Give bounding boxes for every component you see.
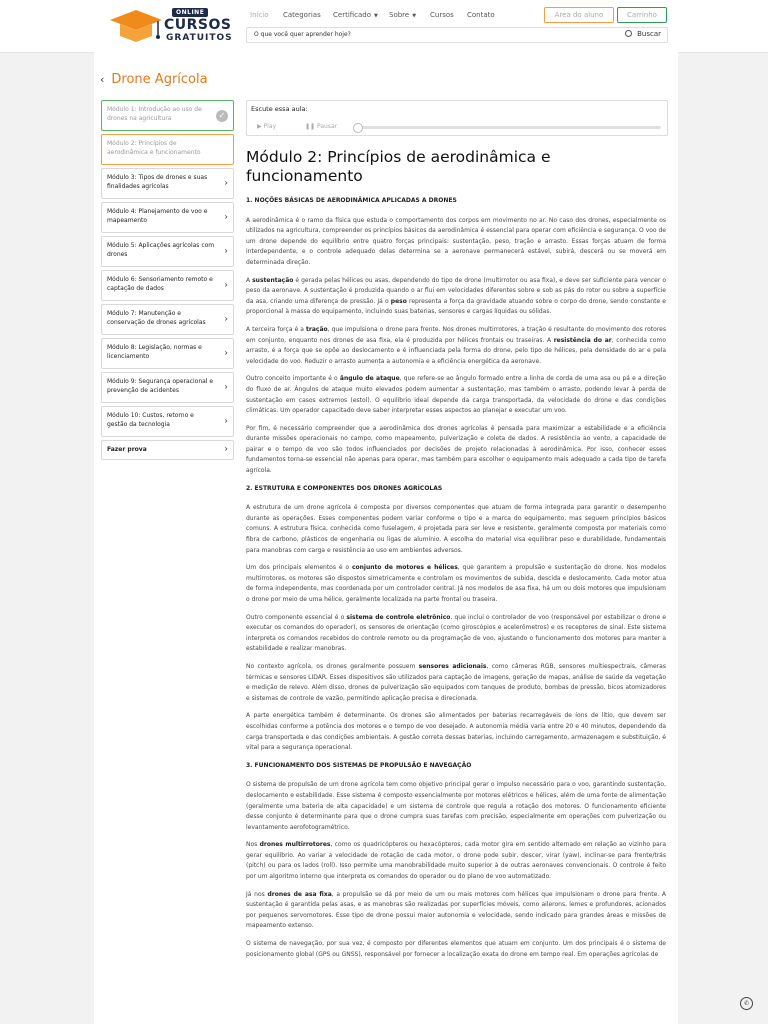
audio-player bbox=[246, 100, 668, 136]
paragraph: A terceira força é a tração, que impulsiona o drone para frente. Nos drones multirrotores, a tração é resultante do movimento dos rotores em conjunto, enquanto nos drones de asa fixa, ela é produzida por hélices frontais ou traseiras. A resistência do ar, conhecida como arrasto, é a força que se opõe ao deslocamento e é influenciada pela forma do drone, pelo tipo de hélices, pela densidade do ar e pela velocidade do voo. Reduzir o arrasto aumenta a autonomia e a eficiência energética da aeronave. bbox=[246, 325, 666, 365]
course-title[interactable] bbox=[100, 72, 208, 87]
paragraph: O sistema de navegação, por sua vez, é composto por diferentes elementos que atuam em conjunto. Um dos principais é o sistema de posicionamento global (GPS ou GNSS), responsável por fornecer a localização exata do drone em tempo real. Em operações agrícolas de bbox=[246, 940, 666, 958]
play-button[interactable] bbox=[257, 123, 276, 130]
sidebar-item-label: Módulo 1: Introdução ao uso de drones na agricultura bbox=[107, 106, 202, 122]
sidebar-item-modulo-7[interactable] bbox=[101, 304, 234, 335]
section-heading: 3. FUNCIONAMENTO DOS SISTEMAS DE PROPULSÃO E NAVEGAÇÃO bbox=[246, 761, 472, 769]
site-logo[interactable] bbox=[108, 6, 233, 46]
chevron-right-icon: › bbox=[224, 416, 228, 426]
search-button[interactable] bbox=[625, 30, 661, 38]
paragraph: Outro conceito importante é o ângulo de ataque, que refere-se ao ângulo formado entre a linha de corda de uma asa ou pá e a direção do fluxo de ar. Ângulos de ataque muito elevados podem aumentar a sustentação, mas também o arrasto, podendo levar à perda de sustentação em casos extremos (estol). O equilíbrio ideal depende da carga transportada, da velocidade do drone e das condições climáticas. Um operador capacitado deve saber interpretar esses aspectos ao planejar e executar um voo. bbox=[246, 375, 666, 415]
chevron-right-icon: › bbox=[224, 348, 228, 358]
chevron-down-icon: ▼ bbox=[374, 13, 378, 19]
sidebar-item-modulo-10[interactable] bbox=[101, 406, 234, 437]
logo-online: ONLINE bbox=[172, 8, 208, 17]
audio-label: Escute essa aula: bbox=[251, 105, 308, 113]
nav-contato[interactable]: Contato bbox=[467, 11, 495, 19]
search-bar[interactable] bbox=[246, 27, 668, 43]
paragraph: A parte energética também é determinante. Os drones são alimentados por baterias recarregáveis de íons de lítio, que devem ser escolhidas conforme a potência dos motores e o tempo de voo desejado. A autonomia média varia entre 20 e 40 minutos, dependendo da carga transportada e das condições ambientais. A gestão correta dessas baterias, incluindo carregamento, armazenagem e substituição, é vital para a segurança operacional. bbox=[246, 712, 666, 752]
sidebar-item-modulo-9[interactable] bbox=[101, 372, 234, 403]
chevron-left-icon: ‹ bbox=[100, 73, 105, 86]
sidebar-item-modulo-6[interactable] bbox=[101, 270, 234, 301]
chevron-right-icon: › bbox=[224, 246, 228, 256]
section-heading: 1. NOÇÕES BÁSICAS DE AERODINÂMICA APLICADAS A DRONES bbox=[246, 197, 457, 204]
module-sidebar bbox=[101, 100, 234, 463]
nav-inicio[interactable]: Início bbox=[250, 11, 269, 19]
paragraph: Já nos drones de asa fixa, a propulsão se dá por meio de um ou mais motores com hélices que impulsionam o drone para frente. A sustentação é garantida pelas asas, e as manobras são realizadas por superfícies móveis, como ailerons, lemes e profundores, acionados por pequenos servomotores. Esse tipo de drone possui maior autonomia e velocidade, sendo indicado para grandes áreas e missões de mapeamento extenso. bbox=[246, 890, 666, 930]
nav-categorias[interactable]: Categorias bbox=[283, 11, 321, 19]
sidebar-item-label: Módulo 3: Tipos de drones e suas finalidades agrícolas bbox=[107, 174, 208, 190]
paragraph: Um dos principais elementos é o conjunto de motores e hélices, que garantem a propulsão e sustentação do drone. Nos modelos multirrotores, os motores são dispostos simetricamente e controlam os movimentos de subida, descida e deslocamento. Cada motor atua de forma independente, mas coordenada por um controlador central. Já nos modelos de asa fixa, há um ou dois motores que impulsionam o drone por meio de uma hélice, geralmente localizada na parte frontal ou traseira. bbox=[246, 564, 666, 603]
sidebar-item-label: Fazer prova bbox=[107, 446, 147, 453]
sidebar-item-label: Módulo 9: Segurança operacional e prevenção de acidentes bbox=[107, 378, 214, 394]
sidebar-item-modulo-5[interactable] bbox=[101, 236, 234, 267]
paragraph: A sustentação é gerada pelas hélices ou asas, dependendo do tipo de drone (multirrotor ou asa fixa), e deve ser suficiente para vencer o peso da aeronave. A sustentação é produzida quando o ar flui em velocidades diferentes sobre e sob as pás do rotor ou sobre a superfície da asa, criando uma diferença de pressão. Já o peso representa a força da gravidade atuando sobre o corpo do drone, sendo constante e proporcional à massa do equipamento, incluindo suas baterias, sensores e cargas líquidas ou sólidas. bbox=[246, 276, 666, 316]
nav-certificado[interactable] bbox=[333, 11, 378, 19]
paragraph: A aerodinâmica é o ramo da física que estuda o comportamento dos corpos em movimento no ar. No caso dos drones, especialmente os utilizados na agricultura, compreender os princípios básicos da aerodinâmica é essencial para operar com eficiência e segurança. O voo de um drone depende do equilíbrio entre quatro forças principais: sustentação, peso, tração e arrasto. Essas forças atuam de forma interdependente, e o controle adequado delas determina se a aeronave permanecerá estável, subirá, descerá ou se moverá em determinada direção. bbox=[246, 216, 666, 266]
chevron-right-icon: › bbox=[224, 444, 228, 455]
graduation-cap-icon bbox=[108, 6, 164, 46]
lesson-title: Módulo 2: Princípios de aerodinâmica e funcionamento bbox=[246, 148, 551, 185]
logo-gratuitos: GRATUITOS bbox=[166, 33, 233, 43]
play-icon: ▶ bbox=[257, 123, 262, 130]
search-input[interactable]: O que você quer aprender hoje? bbox=[254, 31, 351, 38]
paragraph: Outro componente essencial é o sistema de controle eletrônico, que inclui o controlador de voo (responsável por estabilizar o drone e executar os comandos do operador), os sensores de orientação (como giroscópios e acelerômetros) e os receptores de sinal. Este sistema interpreta os comandos recebidos do controle remoto ou da programação de voo, ajustando o funcionamento dos motores para manter a estabilidade e realizar manobras. bbox=[246, 613, 666, 653]
sidebar-item-label: Módulo 10: Custos, retorno e gestão da tecnologia bbox=[107, 412, 194, 428]
sidebar-item-label: Módulo 5: Aplicações agrícolas com drones bbox=[107, 242, 215, 258]
paragraph: O sistema de propulsão de um drone agrícola tem como objetivo principal gerar o impulso necessário para o voo, garantindo sustentação, deslocamento e estabilidade. Esse sistema é composto essencialmente por motores elétricos e hélices, além de uma fonte de alimentação (geralmente uma bateria de alta capacidade) e um sistema de controle que regula a rotação dos motores. O funcionamento eficiente desse conjunto é determinante para que o drone cumpra suas tarefas com precisão, especialmente em operações com pulverização ou levantamento aerofotogramétrico. bbox=[246, 781, 666, 831]
whatsapp-icon[interactable]: ✆ bbox=[740, 997, 753, 1010]
nav-sobre-label: Sobre bbox=[389, 11, 410, 19]
paragraph: Nos drones multirrotores, como os quadricópteros ou hexacópteros, cada motor gira em sentido alternado em relação ao vizinho para gerar equilíbrio. Ao variar a velocidade de rotação de cada motor, o drone pode subir, descer, virar (yaw), inclinar-se para frente/trás (pitch) ou para os lados (roll). Isso permite uma manobrabilidade muito superior à de outras aeronaves convencionais. O controle é feito por um algoritmo interno que interpreta os comandos do operador ou do plano de voo automatizado. bbox=[246, 841, 666, 881]
sidebar-item-modulo-2[interactable] bbox=[101, 134, 234, 165]
sidebar-item-fazer-prova[interactable] bbox=[101, 440, 234, 460]
chevron-right-icon: › bbox=[224, 314, 228, 324]
sidebar-item-label: Módulo 7: Manutenção e conservação de drones agrícolas bbox=[107, 310, 206, 326]
play-label: Play bbox=[263, 123, 277, 130]
chevron-right-icon: › bbox=[224, 212, 228, 222]
student-area-button[interactable]: Área do aluno bbox=[544, 7, 614, 23]
pause-icon: ❚❚ bbox=[305, 123, 316, 130]
nav-sobre[interactable] bbox=[389, 11, 416, 19]
audio-progress-bar[interactable] bbox=[355, 126, 661, 129]
chevron-right-icon: › bbox=[224, 382, 228, 392]
check-icon: ✓ bbox=[216, 110, 228, 122]
sidebar-item-label: Módulo 8: Legislação, normas e licenciamento bbox=[107, 344, 202, 360]
paragraph: No contexto agrícola, os drones geralmente possuem sensores adicionais, como câmeras RGB, sensores multiespectrais, câmeras térmicas e sensores LIDAR. Esses dispositivos são utilizados para captação de imagens, geração de mapas, análise de saúde da vegetação e medição de relevo. Além disso, drones de pulverização são equipados com tanques de produto, bombas de pressão, bicos atomizadores e sistemas de controle de vazão, permitindo aplicação precisa e direcionada. bbox=[246, 662, 666, 702]
pause-button[interactable] bbox=[305, 123, 337, 130]
section-heading: 2. ESTRUTURA E COMPONENTES DOS DRONES AGRÍCOLAS bbox=[246, 484, 443, 492]
audio-progress-handle[interactable] bbox=[353, 123, 363, 133]
sidebar-item-label: Módulo 2: Princípios de aerodinâmica e funcionamento bbox=[107, 140, 201, 156]
sidebar-item-label: Módulo 6: Sensoriamento remoto e captação de dados bbox=[107, 276, 213, 292]
nav-cursos[interactable]: Cursos bbox=[430, 11, 454, 19]
sidebar-item-modulo-3[interactable] bbox=[101, 168, 234, 199]
search-button-label: Buscar bbox=[637, 30, 661, 38]
lesson-content bbox=[246, 148, 666, 967]
logo-cursos: CURSOS bbox=[164, 17, 232, 33]
sidebar-item-modulo-8[interactable] bbox=[101, 338, 234, 369]
chevron-down-icon: ▼ bbox=[412, 13, 417, 19]
sidebar-item-modulo-1[interactable] bbox=[101, 100, 234, 131]
sidebar-item-modulo-4[interactable] bbox=[101, 202, 234, 233]
chevron-right-icon: › bbox=[224, 178, 228, 188]
paragraph: Por fim, é necessário compreender que a aerodinâmica dos drones agrícolas é pensada para maximizar a estabilidade e a eficiência durante missões operacionais no campo, como mapeamento, pulverização e coleta de dados. A resistência ao vento, a capacidade de pairar e o tempo de voo são todos influenciados por decisões de projeto relacionadas à aerodinâmica. Por isso, conhecer esses fundamentos torna-se essencial não apenas para operar, mas também para escolher o equipamento mais adequado a cada tipo de tarefa agrícola. bbox=[246, 424, 666, 475]
course-title-text: Drone Agrícola bbox=[111, 72, 208, 87]
nav-certificado-label: Certificado bbox=[333, 11, 372, 19]
cart-button[interactable]: Carrinho bbox=[617, 7, 667, 23]
paragraph: A estrutura de um drone agrícola é composta por diversos componentes que atuam de forma integrada para garantir o desempenho durante as operações. Esses componentes podem variar conforme o tipo e a marca do equipamento, mas seguem princípios básicos comuns. A estrutura física, conhecida como fuselagem, é projetada para ser leve e resistente, geralmente composta por materiais como fibra de carbono, plásticos de engenharia ou ligas de alumínio. A escolha do material visa equilibrar peso e durabilidade, fundamentais para manobras com carga e resistência ao uso em ambientes adversos. bbox=[246, 504, 666, 554]
site-header bbox=[0, 0, 768, 53]
sidebar-item-label: Módulo 4: Planejamento de voo e mapeamento bbox=[107, 208, 208, 224]
search-icon bbox=[625, 30, 632, 37]
pause-label: Pausar bbox=[316, 123, 338, 130]
chevron-right-icon: › bbox=[224, 280, 228, 290]
